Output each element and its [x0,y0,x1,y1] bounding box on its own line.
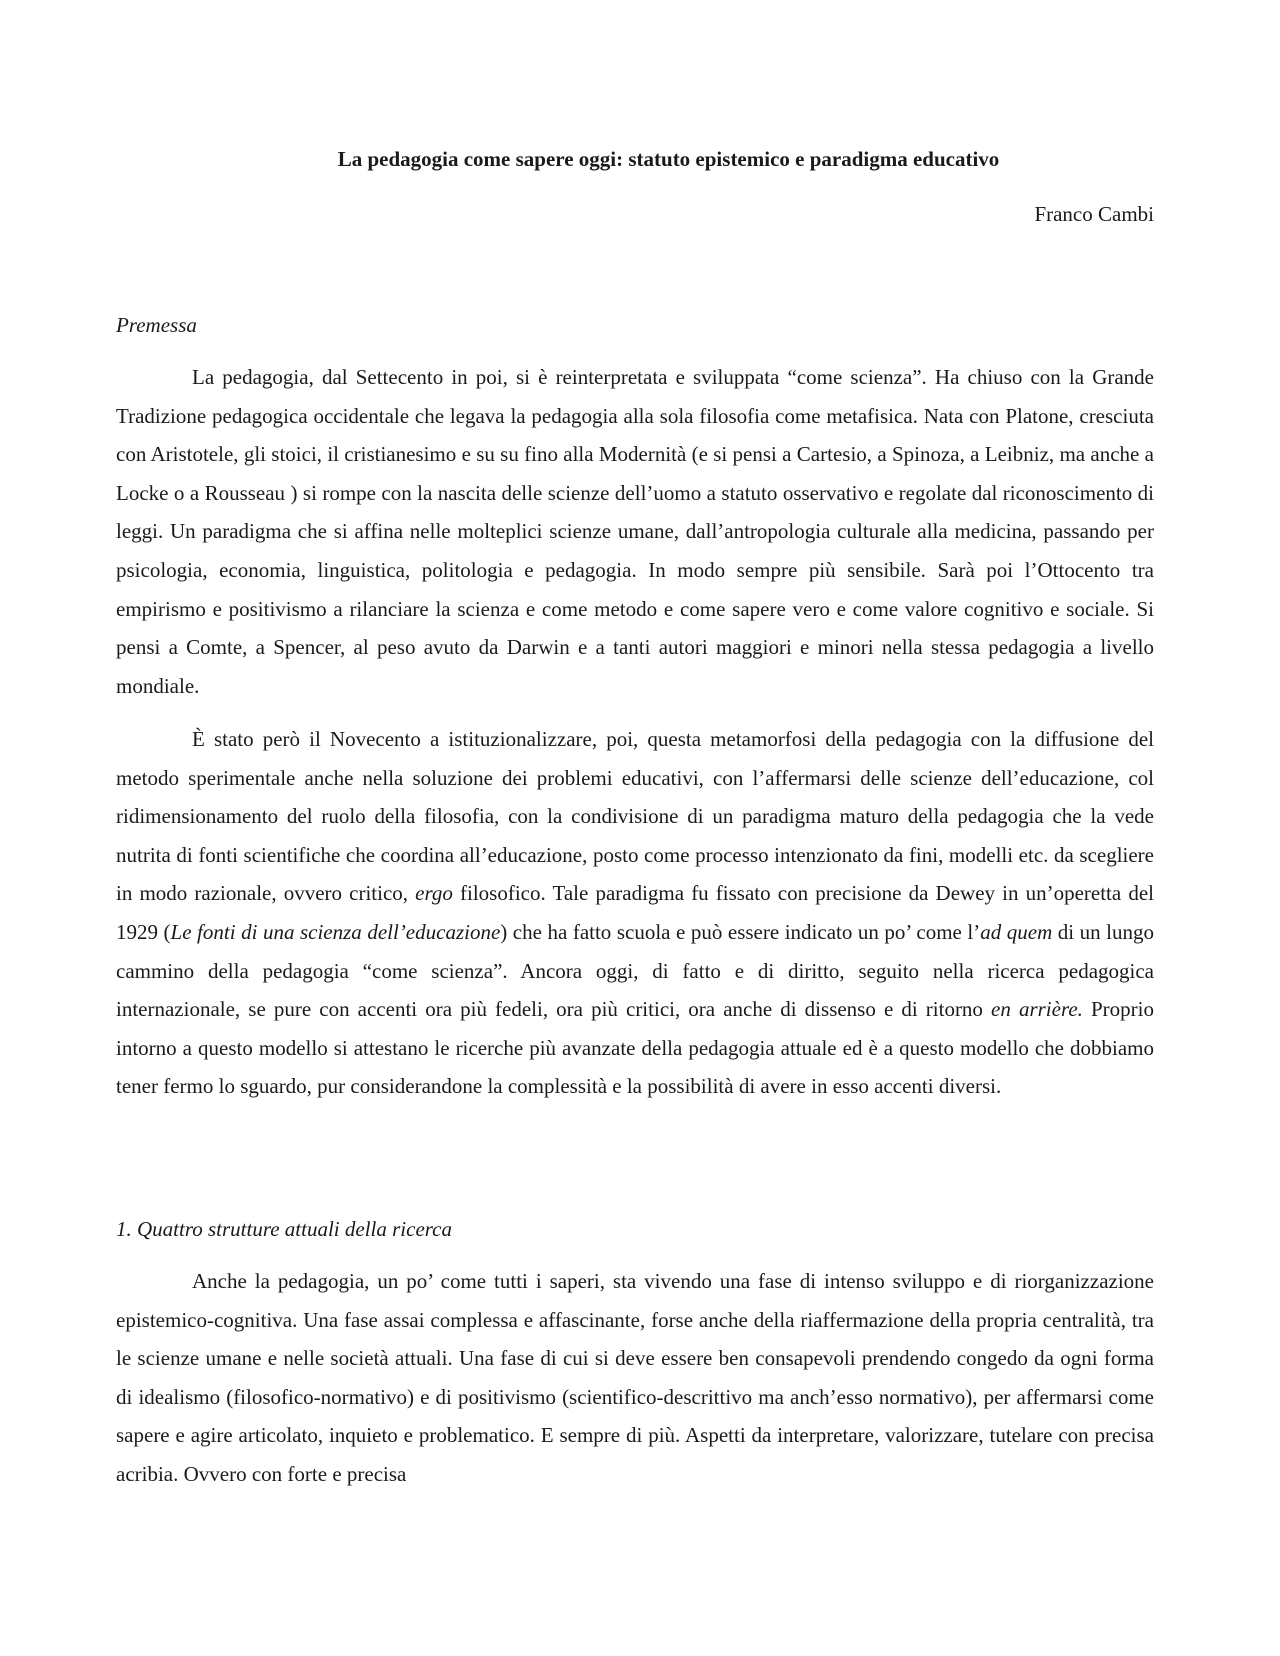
italic-term-ergo: ergo [415,881,453,906]
paragraph-text: Proprio intorno a questo modello si attestano le ricerche più avanzate della pedagogia attuale ed è a questo modello che dobbiamo tener fermo lo sguardo, pur considerandone la complessità e la possibilità di avere in esso accenti diversi. [116,997,1154,1099]
paragraph-text: È stato però il Novecento a istituzionalizzare, poi, questa metamorfosi della pedagogia con la diffusione del metodo sperimentale anche nella soluzione dei problemi educativi, con l’affermarsi delle scienze dell’educazione, col ridimensionamento del ruolo della filosofia, con la condivisione di un paradigma maturo della pedagogia che la vede nutrita di fonti scientifiche che coordina all’educazione, posto come processo intenzionato da fini, modelli etc. da scegliere in modo razionale, ovvero critico, [116,727,1154,906]
italic-book-title: Le fonti di una scienza dell’educazione [170,919,501,944]
author-name: Franco Cambi [1034,202,1154,226]
document-title: La pedagogia come sapere oggi: statuto epistemico e paradigma educativo [337,147,1000,171]
italic-term-ad-quem: ad quem [980,919,1053,944]
section-heading-1: 1. Quattro strutture attuali della ricerca [116,1217,452,1241]
section-heading-premessa: Premessa [116,313,197,337]
paragraph-text: di un lungo cammino della pedagogia “come scienza”. Ancora oggi, di fatto e di diritto, seguito nella ricerca pedagogica internazionale, se pure con accenti ora più fedeli, ora più critici, ora anche di dissenso e di ritorno [116,919,1154,1022]
paragraph-text: ) che ha fatto scuola e può essere indicato un po’ come l’ [500,919,981,944]
italic-term-en-arriere: en arrière. [991,997,1083,1022]
paragraph-premessa-2 [116,720,1154,1106]
paragraph-text: filosofico. Tale paradigma fu fissato con precisione da Dewey in un’operetta del 1929 ( [116,881,1154,944]
paragraph-premessa-1: La pedagogia, dal Settecento in poi, si è reinterpretata e sviluppata “come scienza”. Ha chiuso con la Grande Tradizione pedagogica occidentale che legava la pedagogia alla sola filosofia come metafisica. Nata con Platone, cresciuta con Aristotele, gli stoici, il cristianesimo e su su fino alla Modernità (e si pensi a Cartesio, a Spinoza, a Leibniz, ma anche a Locke o a Rousseau ) si rompe con la nascita delle scienze dell’uomo a statuto osservativo e regolate dal riconoscimento di leggi. Un paradigma che si affina nelle molteplici scienze umane, dall’antropologia culturale alla medicina, passando per psicologia, economia, linguistica, politologia e pedagogia. In modo sempre più sensibile. Sarà poi l’Ottocento tra empirismo e positivismo a rilanciare la scienza e come metodo e come sapere vero e come valore cognitivo e sociale. Si pensi a Comte, a Spencer, al peso avuto da Darwin e a tanti autori maggiori e minori nella stessa pedagogia a livello mondiale. [116,365,1154,698]
paragraph-section1-1: Anche la pedagogia, un po’ come tutti i saperi, sta vivendo una fase di intenso sviluppo e di riorganizzazione epistemico-cognitiva. Una fase assai complessa e affascinante, forse anche della riaffermazione della propria centralità, tra le scienze umane e nelle società attuali. Una fase di cui si deve essere ben consapevoli prendendo congedo da ogni forma di idealismo (filosofico-normativo) e di positivismo (scientifico-descrittivo ma anch’esso normativo), per affermarsi come sapere e agire articolato, inquieto e problematico. E sempre di più. Aspetti da interpretare, valorizzare, tutelare con precisa acribia. Ovvero con forte e precisa [116,1269,1154,1486]
